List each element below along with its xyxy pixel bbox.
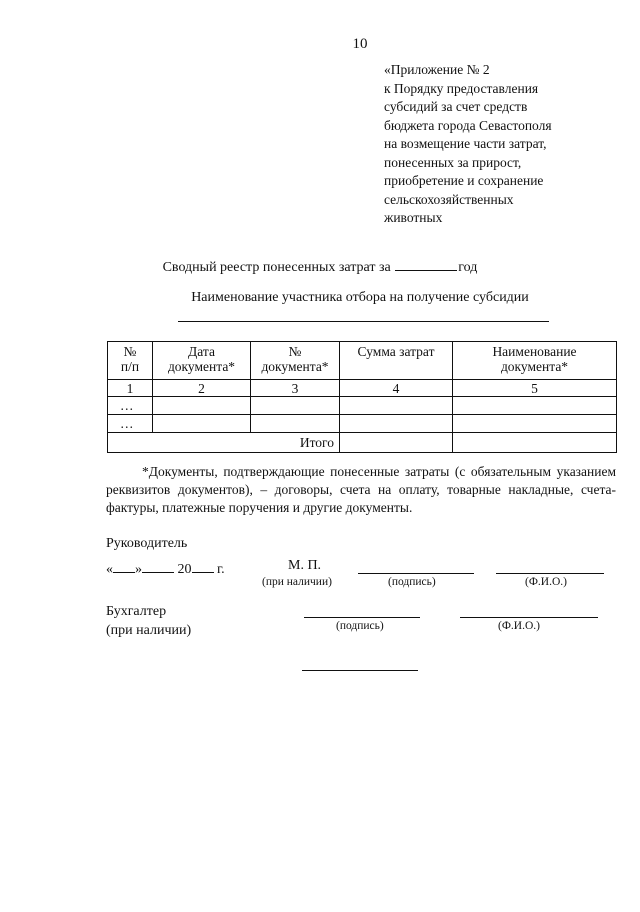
accountant-note: (при наличии) <box>106 623 192 638</box>
registry-title-year: год <box>458 260 478 275</box>
table-cell <box>153 415 251 433</box>
costs-registry-table <box>107 341 617 453</box>
year-prefix: 20 <box>177 562 192 577</box>
column-header: Сумма затрат <box>340 342 453 380</box>
column-number: 4 <box>340 380 453 397</box>
total-row <box>108 433 617 453</box>
footnote-text: *Документы, подтверждающие понесенные затраты (с обязательным указанием реквизитов документов), – договоры, счета на оплату, товарные накладные, счета-фактуры, платежные поручения и другие документы. <box>106 464 616 515</box>
table-row <box>108 397 617 415</box>
table-cell <box>453 397 617 415</box>
accountant-name-caption: (Ф.И.О.) <box>498 620 540 632</box>
total-label: Итого <box>108 433 340 453</box>
appendix-line: к Порядку предоставления <box>384 80 539 96</box>
table-cell <box>153 397 251 415</box>
accountant-name-line <box>460 617 598 618</box>
column-header: Дата документа* <box>153 342 251 380</box>
table-cell <box>251 397 340 415</box>
closing-line <box>302 670 418 671</box>
total-empty-cell <box>453 433 617 453</box>
stamp-label: М. П. <box>288 558 322 573</box>
row-ellipsis: … <box>108 415 153 433</box>
column-number: 3 <box>251 380 340 397</box>
head-name-line <box>496 573 604 574</box>
year-blank-short <box>192 558 214 573</box>
total-value-cell <box>340 433 453 453</box>
page-number: 10 <box>352 36 368 52</box>
participant-name-blank <box>178 321 549 322</box>
table-cell <box>453 415 617 433</box>
table-cell <box>251 415 340 433</box>
month-blank <box>142 558 174 573</box>
appendix-line: сельскохозяйственных <box>384 191 514 207</box>
column-number-row <box>108 380 617 397</box>
row-ellipsis: … <box>108 397 153 415</box>
footnote <box>106 463 616 517</box>
column-number: 1 <box>108 380 153 397</box>
column-header: № п/п <box>108 342 153 380</box>
appendix-line: бюджета города Севастополя <box>384 117 552 133</box>
accountant-signature-caption: (подпись) <box>336 620 384 632</box>
accountant-label: Бухгалтер <box>106 604 167 619</box>
head-label: Руководитель <box>106 536 188 551</box>
participant-name-label: Наименование участника отбора на получение субсидии <box>191 290 529 305</box>
registry-title-text: Сводный реестр понесенных затрат за <box>162 260 391 275</box>
column-header: Наименование документа* <box>453 342 617 380</box>
table-header-row <box>108 342 617 380</box>
appendix-line: понесенных за прирост, <box>384 154 522 170</box>
accountant-block <box>106 602 191 640</box>
accountant-signature-line <box>304 617 420 618</box>
appendix-line: на возмещение части затрат, <box>384 136 547 151</box>
table-cell <box>340 415 453 433</box>
column-number: 5 <box>453 380 617 397</box>
registry-title <box>0 256 640 276</box>
column-number: 2 <box>153 380 251 397</box>
appendix-line: субсидий за счет средств <box>384 99 528 114</box>
head-name-caption: (Ф.И.О.) <box>525 576 567 588</box>
head-signature-line <box>358 573 474 574</box>
date-line: « » 20 г. <box>106 558 225 578</box>
column-header: № документа* <box>251 342 340 380</box>
head-signature-caption: (подпись) <box>388 576 436 588</box>
stamp-note: (при наличии) <box>262 576 332 588</box>
appendix-line: животных <box>384 210 443 225</box>
table-cell <box>340 397 453 415</box>
table-row <box>108 415 617 433</box>
appendix-header <box>384 61 552 228</box>
appendix-line: приобретение и сохранение <box>384 173 544 188</box>
day-blank <box>113 558 135 573</box>
year-suffix: г. <box>217 562 225 577</box>
year-blank <box>395 256 457 271</box>
appendix-line: «Приложение № 2 <box>384 62 490 77</box>
